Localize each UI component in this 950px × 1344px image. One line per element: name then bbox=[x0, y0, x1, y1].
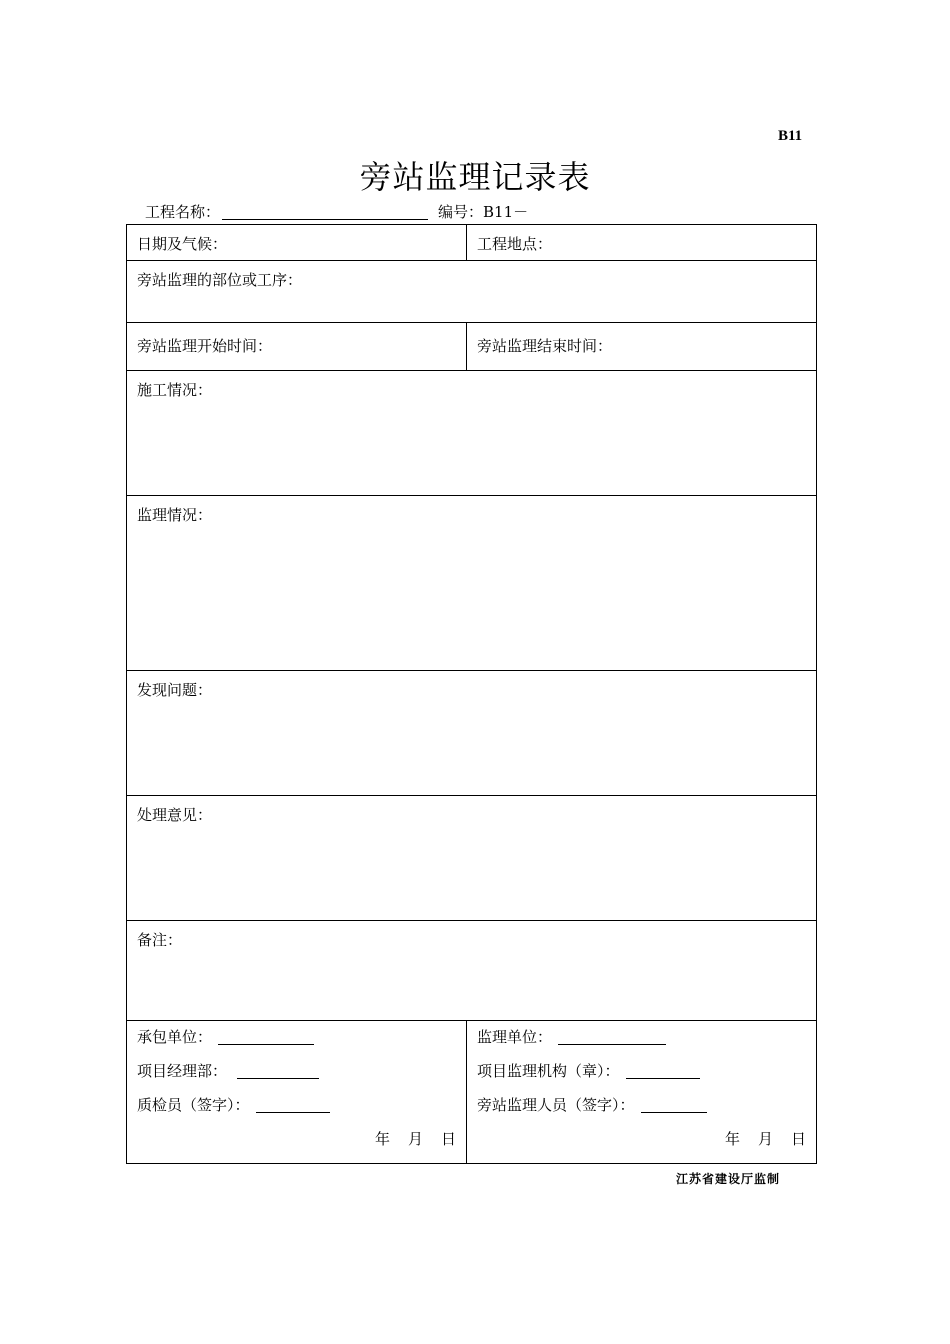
position-label: 旁站监理的部位或工序： bbox=[137, 271, 303, 289]
remarks-cell[interactable] bbox=[127, 921, 817, 1021]
contractor-dept-label: 项目经理部： bbox=[137, 1062, 228, 1080]
supervisor-org-field[interactable] bbox=[626, 1066, 700, 1079]
form-code: B11 bbox=[778, 128, 803, 144]
problems-cell[interactable] bbox=[127, 671, 817, 796]
opinion-label: 处理意见： bbox=[137, 806, 213, 824]
contractor-unit-label: 承包单位： bbox=[137, 1028, 213, 1046]
contractor-day: 日 bbox=[440, 1130, 456, 1148]
inspector-signature-field[interactable] bbox=[256, 1100, 330, 1113]
supervisor-year: 年 bbox=[724, 1130, 740, 1148]
contractor-sign-cell bbox=[127, 1021, 467, 1164]
contractor-month: 月 bbox=[407, 1130, 423, 1148]
supervisor-month: 月 bbox=[757, 1130, 773, 1148]
end-time-cell[interactable] bbox=[467, 323, 817, 371]
supervisor-sign-cell bbox=[467, 1021, 817, 1164]
location-label: 工程地点： bbox=[477, 235, 553, 253]
number-label: 编号：B11－ bbox=[438, 203, 529, 221]
start-time-cell[interactable] bbox=[127, 323, 467, 371]
location-cell[interactable] bbox=[467, 225, 817, 261]
supervision-cell[interactable] bbox=[127, 496, 817, 671]
contractor-unit-field[interactable] bbox=[218, 1032, 314, 1045]
project-name-field[interactable] bbox=[222, 219, 428, 220]
problems-label: 发现问题： bbox=[137, 681, 213, 699]
supervision-label: 监理情况： bbox=[137, 506, 213, 524]
contractor-dept-field[interactable] bbox=[237, 1066, 319, 1079]
project-name-label: 工程名称： bbox=[145, 203, 221, 221]
supervisor-signature-field[interactable] bbox=[641, 1100, 707, 1113]
position-cell[interactable] bbox=[127, 261, 817, 323]
supervisor-date[interactable] bbox=[477, 1121, 816, 1157]
remarks-label: 备注： bbox=[137, 931, 183, 949]
supervisor-unit-label: 监理单位： bbox=[477, 1028, 553, 1046]
supervisor-day: 日 bbox=[790, 1130, 806, 1148]
supervisor-unit-field[interactable] bbox=[558, 1032, 666, 1045]
opinion-cell[interactable] bbox=[127, 796, 817, 921]
contractor-date[interactable] bbox=[137, 1121, 466, 1157]
supervisor-person-label: 旁站监理人员（签字）： bbox=[477, 1096, 635, 1114]
supervisor-org-label: 项目监理机构（章）： bbox=[477, 1062, 620, 1080]
issuer-footer: 江苏省建设厅监制 bbox=[676, 1172, 781, 1186]
end-time-label: 旁站监理结束时间： bbox=[477, 337, 613, 355]
date-weather-label: 日期及气候： bbox=[137, 235, 228, 253]
inspector-label: 质检员（签字）： bbox=[137, 1096, 250, 1114]
page-title: 旁站监理记录表 bbox=[359, 158, 591, 196]
date-weather-cell[interactable] bbox=[127, 225, 467, 261]
contractor-year: 年 bbox=[374, 1130, 390, 1148]
start-time-label: 旁站监理开始时间： bbox=[137, 337, 273, 355]
record-form-table bbox=[126, 224, 817, 1164]
construction-cell[interactable] bbox=[127, 371, 817, 496]
construction-label: 施工情况： bbox=[137, 381, 213, 399]
